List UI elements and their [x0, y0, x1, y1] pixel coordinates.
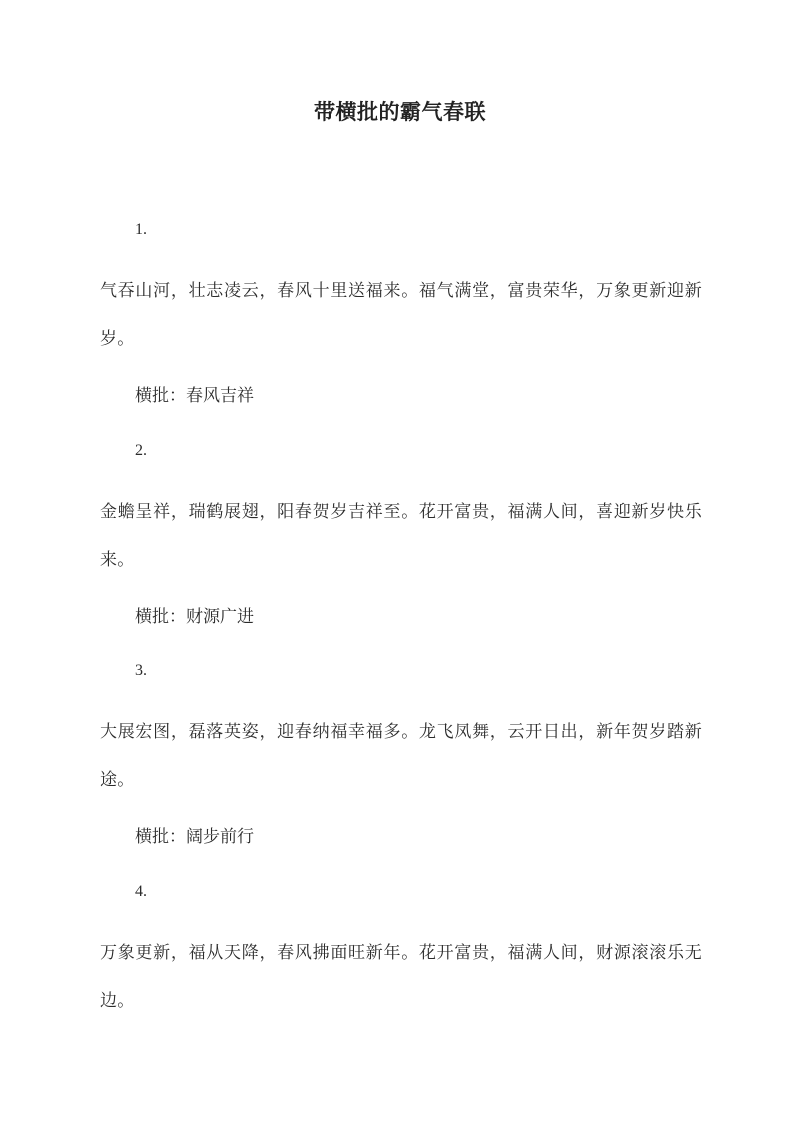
- document-title: 带横批的霸气春联: [314, 99, 486, 124]
- couplet-number: 2.: [135, 442, 147, 459]
- couplet-text: 大展宏图，磊落英姿，迎春纳福幸福多。龙飞凤舞，云开日出，新年贺岁踏新途。: [100, 722, 702, 790]
- couplet-number: 4.: [135, 883, 147, 900]
- couplet-text: 金蟾呈祥，瑞鹤展翅，阳春贺岁吉祥至。花开富贵，福满人间，喜迎新岁快乐来。: [100, 502, 702, 570]
- couplet-number: 1.: [135, 221, 147, 238]
- couplet-section: [100, 661, 702, 849]
- couplet-hengpi: 横批：春风吉祥: [135, 386, 254, 406]
- couplet-section: [100, 882, 702, 1025]
- couplet-text: 万象更新，福从天降，春风拂面旺新年。花开富贵，福满人间，财源滚滚乐无边。: [100, 943, 702, 1011]
- couplet-number: 3.: [135, 662, 147, 679]
- couplet-text: 气吞山河，壮志凌云，春风十里送福来。福气满堂，富贵荣华，万象更新迎新岁。: [100, 281, 702, 349]
- couplet-section: [100, 441, 702, 629]
- couplet-section: [100, 220, 702, 408]
- couplet-hengpi: 横批：阔步前行: [135, 827, 254, 847]
- couplet-hengpi: 横批：财源广进: [135, 607, 254, 627]
